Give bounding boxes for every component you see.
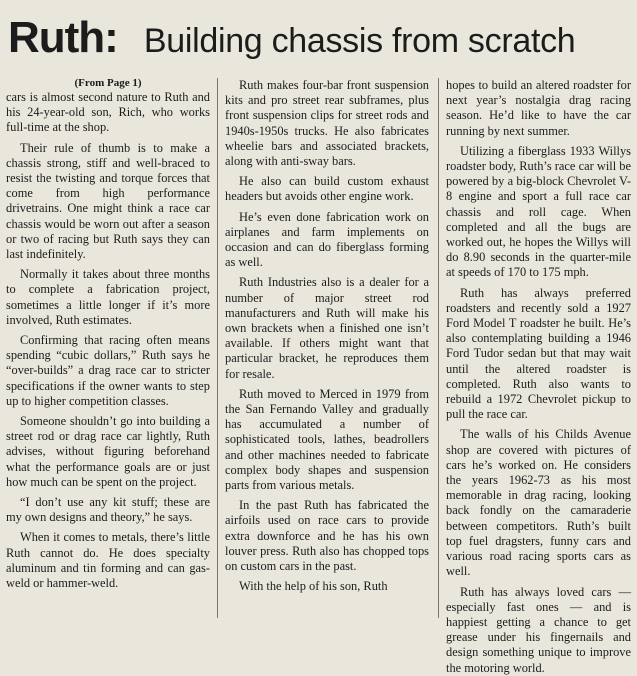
paragraph: With the help of his son, Ruth — [239, 579, 388, 594]
paragraph: Utilizing a fiberglass 1933 Willys roadster body, Ruth’s race car will be powered by a big-block Chevrolet V-8 engine and sport a full race car chassis and roll cage. When completed and all the bugs are worked out, he hopes the Willys will do 8.90 seconds in the quarter-mile at speeds of 170 to 175 mph. — [446, 143, 631, 280]
jump-line: (From Page 1) — [74, 77, 142, 89]
paragraph: Ruth Industries also is a dealer for a number of major street rod manufacturers and Ruth will make his own brackets when a finished one isn’t available. If others might want that particular bracket, he reproduces them for resale. — [225, 275, 429, 381]
paragraph: He also can build custom exhaust headers but avoids other engine work. — [225, 174, 429, 204]
paragraph: Ruth moved to Merced in 1979 from the San Fernando Valley and gradually has accumulated a number of sophisticated tools, lathes, beadrollers and other machines needed to fabricate complex body shapes and suspension parts from various metals. — [225, 386, 429, 493]
paragraph: Normally it takes about three months to complete a fabrication project, sometimes a little longer if it’s more involved, Ruth estimates. — [6, 267, 210, 327]
column-3 — [446, 78, 631, 675]
column-divider — [438, 78, 439, 618]
column-1 — [6, 78, 210, 626]
headline-kicker: Ruth: — [8, 13, 118, 62]
paragraph: Confirming that racing often means spending “cubic dollars,” Ruth says he “over-builds” a drag race car to stricter specifications if the owner wants to step up to higher competition classes. — [6, 333, 210, 408]
paragraph: In the past Ruth has fabricated the airfoils used on race cars to provide extra downforce and he has his own louver press. Ruth also has chopped tops on custom cars in the past. — [225, 498, 429, 574]
paragraph: Their rule of thumb is to make a chassis strong, stiff and well-braced to resist the twisting and torque forces that come from high performance drivetrains. One might think a race car chassis would be worn out after a season or two of racing but Ruth says they can last indefinitely. — [6, 140, 210, 262]
paragraph: Ruth makes four-bar front suspension kits and pro street rear subframes, plus front suspension clips for street rods and 1940s-1950s trucks. He also fabricates wheelie bars and associated brackets, along with anti-sway bars. — [225, 78, 429, 169]
paragraph: Ruth has always loved cars — especially fast ones — and is happiest getting a chance to get grease under his fingernails and design something unique to improve the motoring world. — [446, 584, 631, 675]
paragraph: “I don’t use any kit stuff; these are my own designs and theory,” he says. — [6, 495, 210, 525]
paragraph: Ruth has always preferred roadsters and recently sold a 1927 Ford Model T roadster he built. He’s also contemplating building a 1946 Ford Tudor sedan but that may wait until the altered roadster is completed. Ruth also wants to rebuild a 1972 Chevrolet pickup to pull the race car. — [446, 285, 631, 422]
paragraph: hopes to build an altered roadster for next year’s nostalgia drag racing season. He’d like to have the car running by next summer. — [446, 78, 631, 138]
column-divider — [217, 78, 218, 618]
paragraph: Someone shouldn’t go into building a street rod or drag race car lightly, Ruth advises, without figuring beforehand what the performance goals are or just how much can be spent on the project. — [6, 414, 210, 489]
paragraph: He’s even done fabrication work on airplanes and farm implements on occasion and can do fiberglass forming as well. — [225, 209, 429, 270]
column-2 — [225, 78, 429, 626]
headline — [8, 4, 631, 60]
paragraph: The walls of his Childs Avenue shop are covered with pictures of cars he’s worked on. He considers the years 1962-73 as his most memorable in drag racing, looking back fondly on the camaraderie between competitors. Ruth’s built top fuel dragsters, funny cars and various road racing sports cars as well. — [446, 427, 631, 579]
headline-title: Building chassis from scratch — [143, 22, 576, 60]
paragraph: When it comes to metals, there’s little Ruth cannot do. He does specialty aluminum and tin forming and can gas-weld or hammer-weld. — [6, 530, 210, 591]
article-body — [6, 77, 631, 675]
paragraph: cars is almost second nature to Ruth and his 24-year-old son, Rich, who works full-time at the shop. — [6, 90, 210, 135]
